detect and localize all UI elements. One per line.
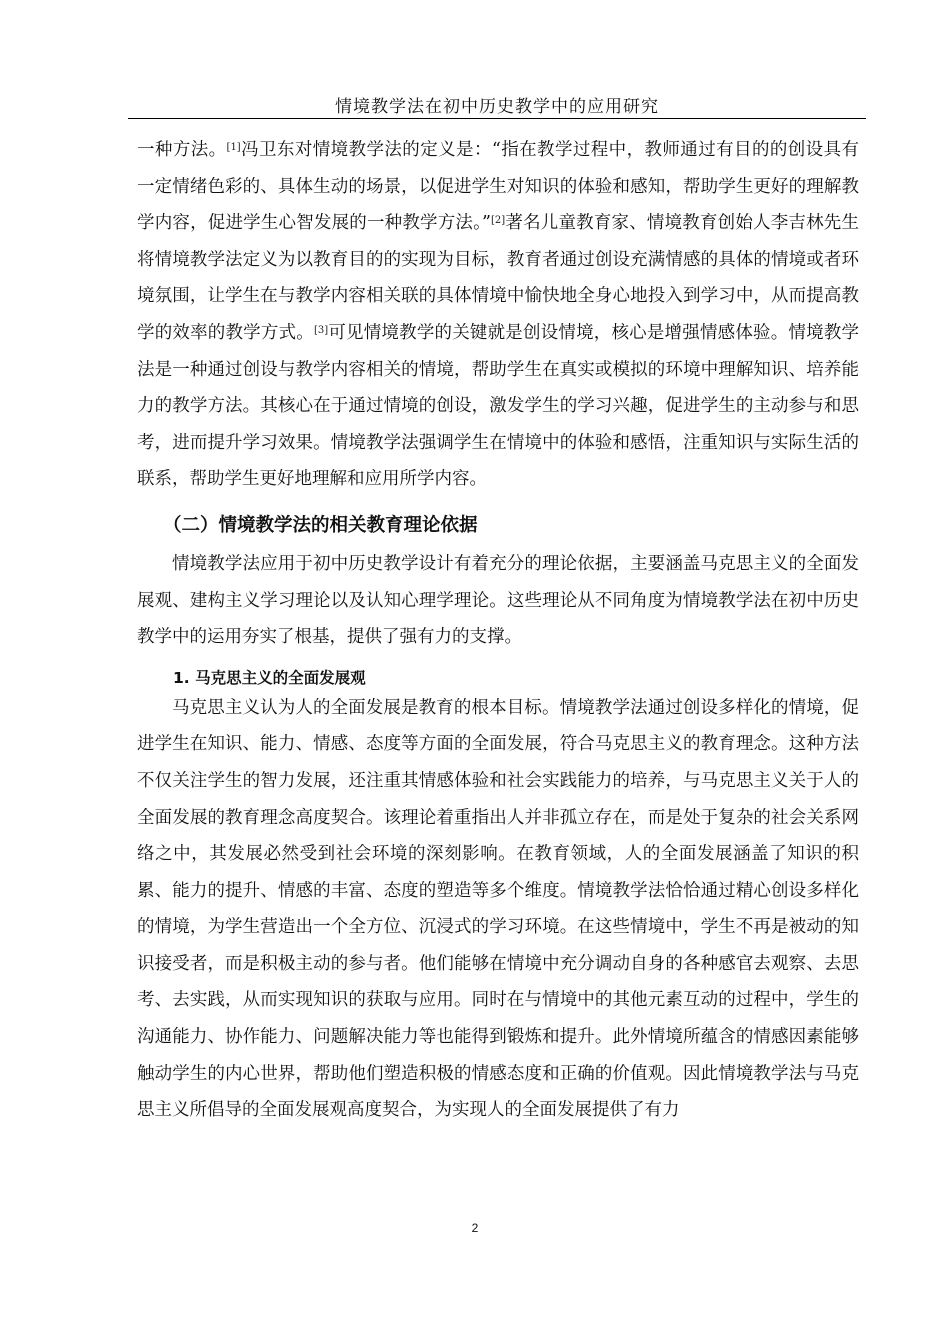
paragraph-text: 可见情境教学的关键就是创设情境，核心是增强情感体验。情境教学法是一种通过创设与教学内容相关的情境，帮助学生在真实或模拟的环境中理解知识、培养能力的教学方法。其核心在于通过情境的创设，激发学生的学习兴趣，促进学生的主动参与和思考，进而提升学习效果。情境教学法强调学生在情境中的体验和感悟，注重知识与实际生活的联系，帮助学生更好地理解和应用所学内容。 xyxy=(137,322,860,490)
subsection-heading: 1. 马克思主义的全面发展观 xyxy=(173,668,366,687)
paragraph-text: 冯卫东对情境教学法的定义是：“指在教学过程中，教师通过有目的的创设具有一定情绪色彩的、具体生动的场景，以促进学生对知识的体验和感知，帮助学生更好的理解教学内容，促进学生心智发展的一种教学方法。” xyxy=(137,140,859,234)
paragraph-text: 一种方法。 xyxy=(137,140,227,160)
paragraph-text: 著名儿童教育家、情境教育创始人李吉林先生将情境教学法定义为以教育目的的实现为目标，教育者通过创设充满情感的具体的情境或者环境氛围，让学生在与教学内容相关联的具体情境中愉快地全身心地投入到学习中，从而提高教学的效率的教学方式。 xyxy=(137,213,859,343)
subsection-body-paragraph: 马克思主义认为人的全面发展是教育的根本目标。情境教学法通过创设多样化的情境，促进学生在知识、能力、情感、态度等方面的全面发展，符合马克思主义的教育理念。这种方法不仅关注学生的智力发展，还注重其情感体验和社会实践能力的培养，与马克思主义关于人的全面发展的教育理念高度契合。该理论着重指出人并非孤立存在，而是处于复杂的社会关系网络之中，其发展必然受到社会环境的深刻影响。在教育领域，人的全面发展涵盖了知识的积累、能力的提升、情感的丰富、态度的塑造等多个维度。情境教学法恰恰通过精心创设多样化的情境，为学生营造出一个全方位、沉浸式的学习环境。在这些情境中，学生不再是被动的知识接受者，而是积极主动的参与者。他们能够在情境中充分调动自身的各种感官去观察、去思考、去实践，从而实现知识的获取与应用。同时在与情境中的其他元素互动的过程中，学生的沟通能力、协作能力、问题解决能力等也能得到锻炼和提升。此外情境所蕴含的情感因素能够触动学生的内心世界，帮助他们塑造积极的情感态度和正确的价值观。因此情境教学法与马克思主义所倡导的全面发展观高度契合，为实现人的全面发展提供了有力 xyxy=(137,697,859,1121)
header-rule xyxy=(128,118,866,119)
citation-ref-2[interactable]: [2] xyxy=(491,215,506,227)
page-number: 2 xyxy=(471,1221,479,1235)
section-intro-paragraph: 情境教学法应用于初中历史教学设计有着充分的理论依据，主要涵盖马克思主义的全面发展观、建构主义学习理论以及认知心理学理论。这些理论从不同角度为情境教学法在初中历史教学中的运用夯实了根基，提供了强有力的支撑。 xyxy=(137,553,859,648)
citation-ref-3[interactable]: [3] xyxy=(313,324,329,336)
citation-ref-1[interactable]: [1] xyxy=(226,142,241,153)
paragraph-definitions xyxy=(137,132,859,498)
page-content xyxy=(137,132,859,1129)
running-header-title: 情境教学法在初中历史教学中的应用研究 xyxy=(335,97,659,117)
section-heading: （二）情境教学法的相关教育理论依据 xyxy=(163,514,478,536)
